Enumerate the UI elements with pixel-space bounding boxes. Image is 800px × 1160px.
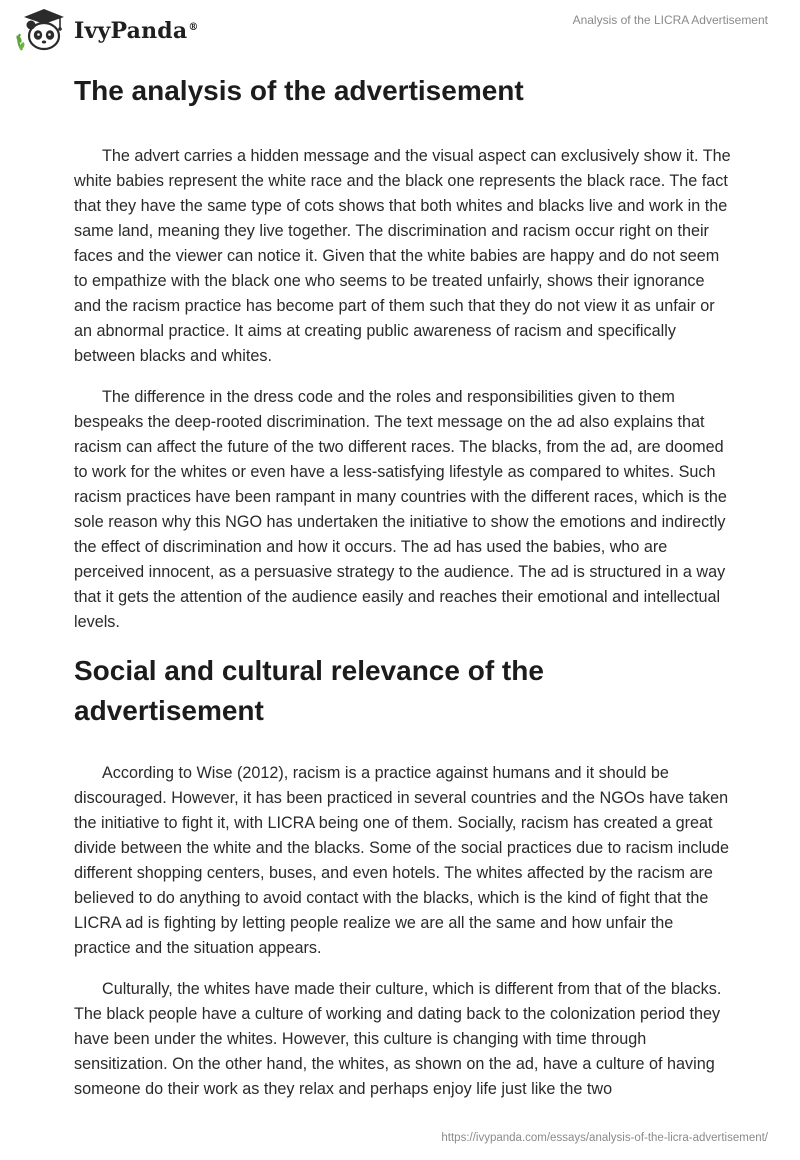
page-header <box>0 0 800 60</box>
document-title: Analysis of the LICRA Advertisement <box>572 13 768 27</box>
section-heading-social-cultural: Social and cultural relevance of the advertisement <box>74 655 544 726</box>
paragraph: The advert carries a hidden message and the visual aspect can exclusively show it. The white babies represent the white race and the black one represents the black race. The fact that they have the same type of cots shows that both whites and blacks live and work in the same land, meaning they live together. The discrimination and racism occur right on their faces and the viewer can notice it. Given that the white babies are happy and do not seem to empathize with the black one who seems to be treated unfairly, shows their ignorance and the racism practice has become part of them such that they do not view it as unfair or an abnormal practice. It aims at creating public awareness of racism and specifically between blacks and whites. <box>74 147 731 365</box>
paragraph: According to Wise (2012), racism is a practice against humans and it should be discouraged. However, it has been practiced in several countries and the NGOs have taken the initiative to fight it, with LICRA being one of them. Socially, racism has created a great divide between the white and the blacks. Some of the social practices due to racism include different shopping centers, buses, and even hotels. The whites affected by the racism are believed to do anything to avoid contact with the blacks, which is the kind of fight that the LICRA ad is fighting by letting people realize we are all the same and how unfair the practice and the situation appears. <box>74 764 730 957</box>
paragraph: Culturally, the whites have made their culture, which is different from that of the blacks. The black people have a culture of working and dating back to the colonization period they have been under the whites. However, this culture is changing with time through sensitization. On the other hand, the whites, as shown on the ad, have a culture of having someone do their work as they relax and perhaps enjoy life just like the two <box>74 980 722 1098</box>
section-heading-analysis: The analysis of the advertisement <box>74 75 524 106</box>
source-url[interactable]: https://ivypanda.com/essays/analysis-of-the-licra-advertisement/ <box>441 1132 768 1144</box>
panda-logo-icon <box>14 6 70 54</box>
ivypanda-logo[interactable] <box>14 8 199 52</box>
logo-wordmark: IvyPanda® <box>74 18 199 44</box>
article-body <box>74 68 734 1118</box>
paragraph: The difference in the dress code and the roles and responsibilities given to them bespeaks the deep-rooted discrimination. The text message on the ad also explains that racism can affect the future of the two different races. The blacks, from the ad, are doomed to work for the whites or even have a less-satisfying lifestyle as compared to whites. Such racism practices have been rampant in many countries with the different races, which is the sole reason why this NGO has undertaken the initiative to show the emotions and indirectly the effect of discrimination and how it occurs. The ad has used the babies, who are perceived innocent, as a persuasive strategy to the audience. The ad is structured in a way that it gets the attention of the audience easily and reaches their emotional and intellectual levels. <box>74 388 727 631</box>
